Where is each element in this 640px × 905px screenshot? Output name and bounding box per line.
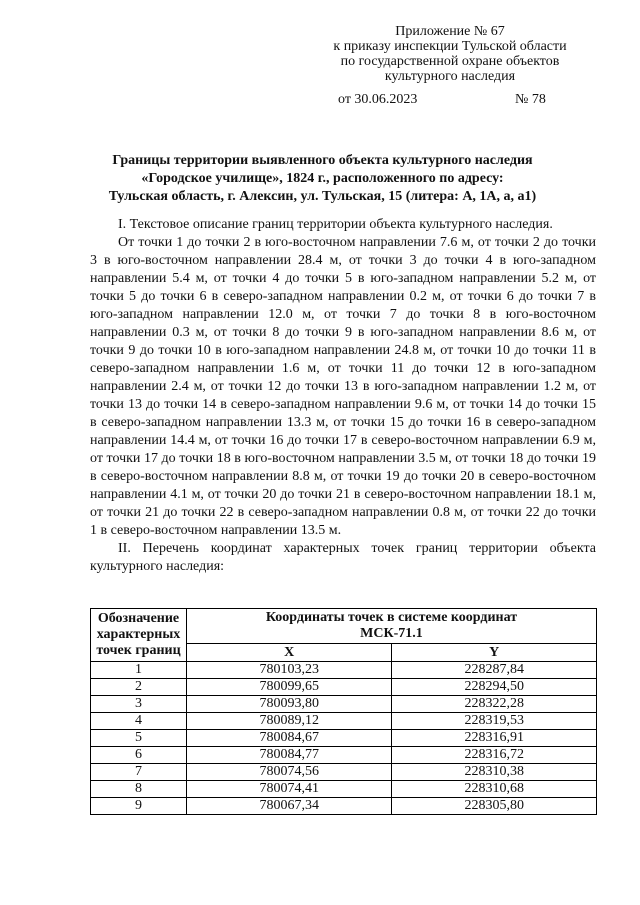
y-cell: 228310,38 <box>392 764 597 781</box>
appendix-line-4: культурного наследия <box>384 69 516 84</box>
x-cell: 780093,80 <box>186 696 392 713</box>
table-row <box>91 713 597 730</box>
order-date: от 30.06.2023 <box>338 92 418 107</box>
x-cell: 780074,41 <box>186 781 392 798</box>
title-line-3: Тульская область, г. Алексин, ул. Тульская, 15 (литера: А, 1А, а, а1) <box>108 189 537 204</box>
table-row <box>91 662 597 679</box>
y-cell: 228305,80 <box>392 798 597 815</box>
table-row <box>91 798 597 815</box>
x-cell: 780089,12 <box>186 713 392 730</box>
appendix-line-2: к приказу инспекции Тульской области <box>333 39 567 54</box>
table-row <box>91 764 597 781</box>
order-date-number <box>300 92 600 107</box>
coordinates-header-line-1: Координаты точек в системе координат <box>265 610 518 625</box>
point-cell: 6 <box>91 747 187 764</box>
point-cell: 5 <box>91 730 187 747</box>
y-cell: 228316,91 <box>392 730 597 747</box>
appendix-line-3: по государственной охране объектов <box>340 54 560 69</box>
point-cell: 2 <box>91 679 187 696</box>
y-header: Y <box>392 644 597 662</box>
y-cell: 228287,84 <box>392 662 597 679</box>
x-cell: 780084,77 <box>186 747 392 764</box>
table-row <box>91 696 597 713</box>
coordinates-header <box>186 609 596 644</box>
x-cell: 780084,67 <box>186 730 392 747</box>
y-cell: 228294,50 <box>392 679 597 696</box>
section-1-text: От точки 1 до точки 2 в юго-восточном направлении 7.6 м, от точки 2 до точки 3 в юго-восточном направлении 28.4 м, от точки 3 до точки 4 в юго-западном направлении 5.4 м, от точки 4 до точки 5 в юго-западном направлении 5.2 м, от точки 5 до точки 6 в северо-западном направлении 0.2 м, от точки 6 до точки 7 в юго-западном направлении 12.0 м, от точки 7 до точки 8 в юго-восточном направлении 0.3 м, от точки 8 до точки 9 в юго-западном направлении 8.6 м, от точки 9 до точки 10 в юго-западном направлении 24.8 м, от точки 10 до точки 11 в северо-западном направлении 1.6 м, от точки 11 до точки 12 в юго-западном направлении 2.4 м, от точки 12 до точки 13 в юго-западном направлении 1.2 м, от точки 13 до точки 14 в северо-западном направлении 9.6 м, от точки 14 до точки 15 в северо-западном направлении 13.3 м, от точки 15 до точки 16 в северо-западном направлении 14.4 м, от точки 16 до точки 17 в северо-восточном направлении 6.9 м, от точки 17 до точки 18 в юго-восточном направлении 3.5 м, от точки 18 до точки 19 в северо-восточном направлении 8.8 м, от точки 19 до точки 20 в северо-восточном направлении 4.1 м, от точки 20 до точки 21 в северо-восточном направлении 18.1 м, от точки 21 до точки 22 в северо-западном направлении 0.8 м, от точки 22 до точки 1 в северо-восточном направлении 13.5 м. <box>90 235 596 538</box>
point-cell: 1 <box>91 662 187 679</box>
x-header: X <box>186 644 392 662</box>
order-number: № 78 <box>515 92 546 107</box>
x-cell: 780099,65 <box>186 679 392 696</box>
coordinates-table <box>90 608 597 815</box>
x-cell: 780103,23 <box>186 662 392 679</box>
appendix-header <box>300 24 600 107</box>
point-cell: 9 <box>91 798 187 815</box>
point-cell: 4 <box>91 713 187 730</box>
point-designation-header: Обозначение характерных точек границ <box>91 609 187 662</box>
section-2-heading: II. Перечень координат характерных точек границ территории объекта культурного наследия: <box>90 541 596 574</box>
document-body <box>90 216 596 576</box>
x-cell: 780074,56 <box>186 764 392 781</box>
title-line-2: «Городское училище», 1824 г., расположенного по адресу: <box>141 171 504 186</box>
section-1-heading: I. Текстовое описание границ территории объекта культурного наследия. <box>118 217 553 232</box>
document-title <box>80 152 565 206</box>
table-row <box>91 730 597 747</box>
title-line-1: Границы территории выявленного объекта культурного наследия <box>112 153 533 168</box>
point-cell: 8 <box>91 781 187 798</box>
appendix-line-1: Приложение № 67 <box>395 24 505 39</box>
point-cell: 7 <box>91 764 187 781</box>
x-cell: 780067,34 <box>186 798 392 815</box>
y-cell: 228310,68 <box>392 781 597 798</box>
y-cell: 228316,72 <box>392 747 597 764</box>
y-cell: 228322,28 <box>392 696 597 713</box>
y-cell: 228319,53 <box>392 713 597 730</box>
coordinates-header-line-2: МСК-71.1 <box>360 626 423 641</box>
table-row <box>91 747 597 764</box>
point-cell: 3 <box>91 696 187 713</box>
table-row <box>91 679 597 696</box>
table-row <box>91 781 597 798</box>
